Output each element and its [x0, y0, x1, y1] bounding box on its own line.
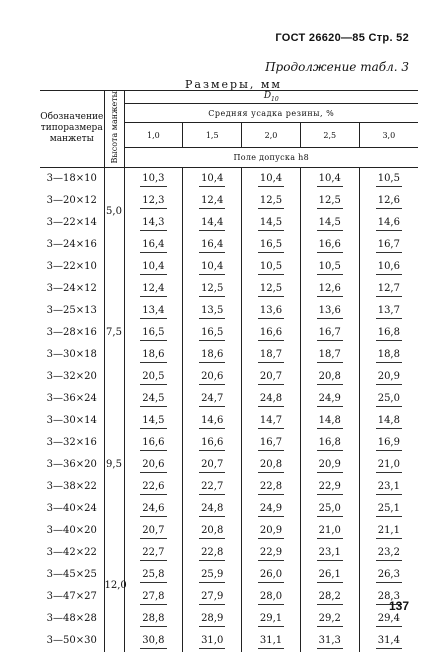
d10-value: 20,7: [140, 523, 166, 539]
col-header-d10: $D_{10}$: [124, 91, 418, 104]
d10-value: 29,1: [258, 611, 284, 627]
d10-value: 13,6: [317, 303, 343, 319]
d10-cell: [183, 278, 242, 300]
d10-value: 16,7: [376, 237, 402, 253]
d10-value: 14,3: [140, 215, 166, 231]
table-row: [40, 410, 418, 432]
d10-value: 22,6: [140, 479, 166, 495]
d10-cell: [183, 608, 242, 630]
d10-cell: [242, 454, 301, 476]
cuff-designation: 3—47×27: [46, 591, 97, 602]
d10-cell: [300, 366, 359, 388]
d10-cell: [242, 190, 301, 212]
d10-cell: [359, 344, 418, 366]
d10-cell: [124, 212, 183, 234]
d10-cell: [183, 234, 242, 256]
table-row: [40, 432, 418, 454]
d10-cell: [359, 498, 418, 520]
d10-value: 12,5: [258, 281, 284, 297]
d10-value: 14,5: [258, 215, 284, 231]
shrinkage-value-header: 3,0: [359, 123, 418, 148]
col-header-height: Высота манжеты: [104, 91, 124, 168]
d10-cell: [183, 190, 242, 212]
d10-value: 10,4: [317, 171, 343, 187]
d10-cell: [124, 520, 183, 542]
cuff-designation: 3—36×20: [46, 459, 97, 470]
d10-value: 24,5: [140, 391, 166, 407]
page-reference: ГОСТ 26620—85 Стр. 52: [275, 32, 409, 44]
d10-value: 16,6: [140, 435, 166, 451]
d10-cell: [183, 388, 242, 410]
cuff-designation: 3—50×30: [46, 635, 97, 646]
d10-cell: [183, 564, 242, 586]
shrinkage-value-header: 1,0: [124, 123, 183, 148]
d10-value: 16,6: [317, 237, 343, 253]
d10-cell: [124, 322, 183, 344]
d10-cell: [300, 212, 359, 234]
cuff-designation: 3—30×18: [46, 349, 97, 360]
d10-cell: [124, 432, 183, 454]
d10-value: 28,2: [317, 589, 343, 605]
d10-value: 20,5: [140, 369, 166, 385]
page-number: 137: [388, 599, 409, 613]
d10-value: 12,6: [376, 193, 402, 209]
d10-value: 14,8: [376, 413, 402, 429]
table-row: [40, 608, 418, 630]
table-row: [40, 542, 418, 564]
d10-cell: [359, 454, 418, 476]
d10-value: 22,7: [140, 545, 166, 561]
d10-value: 10,6: [376, 259, 402, 275]
d10-value: 21,0: [317, 523, 343, 539]
d10-cell: [300, 542, 359, 564]
cuff-designation: 3—30×14: [46, 415, 97, 426]
d10-cell: [300, 476, 359, 498]
d10-cell: [359, 167, 418, 190]
cuff-designation: 3—18×10: [46, 173, 97, 184]
table-row: [40, 212, 418, 234]
d10-value: 16,7: [258, 435, 284, 451]
d10-cell: [242, 234, 301, 256]
d10-cell: [183, 520, 242, 542]
d10-cell: [300, 586, 359, 608]
d10-cell: [183, 454, 242, 476]
d10-value: 16,4: [199, 237, 225, 253]
d10-cell: [300, 300, 359, 322]
d10-value: 12,5: [199, 281, 225, 297]
d10-value: 27,9: [199, 589, 225, 605]
d10-value: 10,4: [140, 259, 166, 275]
d10-value: 14,8: [317, 413, 343, 429]
d10-value: 25,9: [199, 567, 225, 583]
d10-value: 22,8: [199, 545, 225, 561]
d10-value: 16,7: [317, 325, 343, 341]
col-header-tolerance-field: Поле допуска h8: [124, 148, 418, 167]
d10-cell: [124, 167, 183, 190]
d10-value: 13,7: [376, 303, 402, 319]
cuff-designation: 3—45×25: [46, 569, 97, 580]
d10-value: 24,9: [258, 501, 284, 517]
d10-value: 27,8: [140, 589, 166, 605]
d10-value: 12,5: [258, 193, 284, 209]
d10-value: 16,8: [317, 435, 343, 451]
d10-value: 25,0: [376, 391, 402, 407]
d10-cell: [242, 498, 301, 520]
table-row: [40, 322, 418, 344]
d10-value: 22,9: [317, 479, 343, 495]
d10-value: 31,4: [376, 633, 402, 649]
d10-value: 28,3: [376, 589, 402, 605]
d10-value: 31,0: [199, 633, 225, 649]
d10-value: 10,3: [140, 171, 166, 187]
table-continuation-label: Продолжение табл. 3: [265, 60, 409, 74]
d10-cell: [183, 256, 242, 278]
d10-cell: [359, 256, 418, 278]
d10-cell: [124, 498, 183, 520]
cuff-designation: 3—25×13: [46, 305, 97, 316]
d10-value: 10,4: [199, 171, 225, 187]
d10-cell: [359, 410, 418, 432]
d10-cell: [300, 388, 359, 410]
cuff-designation: 3—38×22: [46, 481, 97, 492]
d10-value: 29,4: [376, 611, 402, 627]
d10-cell: [124, 388, 183, 410]
table-row: [40, 234, 418, 256]
d10-cell: [124, 454, 183, 476]
d10-value: 22,9: [258, 545, 284, 561]
d10-value: 18,7: [317, 347, 343, 363]
d10-cell: [359, 476, 418, 498]
table-row: [40, 344, 418, 366]
d10-cell: [183, 498, 242, 520]
d10-value: 14,4: [199, 215, 225, 231]
d10-cell: [300, 190, 359, 212]
d10-value: 12,7: [376, 281, 402, 297]
d10-cell: [242, 167, 301, 190]
cuff-designation: 3—24×12: [46, 283, 97, 294]
d10-value: 16,6: [258, 325, 284, 341]
cuff-height: 9,5: [104, 410, 124, 520]
d10-cell: [359, 520, 418, 542]
d10-value: 14,7: [258, 413, 284, 429]
d10-value: 18,8: [376, 347, 402, 363]
cuff-designation: 3—32×20: [46, 371, 97, 382]
cuff-designation: 3—40×24: [46, 503, 97, 514]
table-row: [40, 388, 418, 410]
d10-value: 28,9: [199, 611, 225, 627]
d10-value: 24,8: [199, 501, 225, 517]
table-row: [40, 498, 418, 520]
dimensions-label: Размеры, мм: [185, 78, 282, 91]
cuff-height: 7,5: [104, 256, 124, 410]
cuff-designation: 3—22×14: [46, 217, 97, 228]
d10-value: 14,5: [317, 215, 343, 231]
d10-cell: [242, 366, 301, 388]
d10-cell: [183, 322, 242, 344]
table-row: [40, 190, 418, 212]
d10-cell: [183, 542, 242, 564]
d10-value: 25,8: [140, 567, 166, 583]
d10-cell: [242, 388, 301, 410]
cuff-designation: 3—22×10: [46, 261, 97, 272]
d10-cell: [183, 344, 242, 366]
d10-value: 24,8: [258, 391, 284, 407]
d10-value: 13,5: [199, 303, 225, 319]
d10-value: 25,1: [376, 501, 402, 517]
d10-cell: [124, 256, 183, 278]
d10-cell: [300, 608, 359, 630]
d10-cell: [300, 256, 359, 278]
d10-cell: [124, 344, 183, 366]
d10-cell: [300, 432, 359, 454]
d10-cell: [300, 167, 359, 190]
d10-cell: [242, 608, 301, 630]
d10-value: 12,4: [199, 193, 225, 209]
col-header-designation: Обозначение типоразмера манжеты: [40, 91, 104, 168]
d10-value: 20,6: [140, 457, 166, 473]
cuff-height: 5,0: [104, 167, 124, 256]
d10-value: 22,8: [258, 479, 284, 495]
table-row: [40, 454, 418, 476]
table-row: [40, 300, 418, 322]
d10-cell: [183, 476, 242, 498]
d10-cell: [124, 234, 183, 256]
d10-value: 23,2: [376, 545, 402, 561]
d10-cell: [242, 586, 301, 608]
table-row: [40, 278, 418, 300]
d10-value: 28,8: [140, 611, 166, 627]
d10-value: 26,3: [376, 567, 402, 583]
d10-cell: [242, 476, 301, 498]
d10-cell: [359, 388, 418, 410]
d10-value: 12,6: [317, 281, 343, 297]
d10-value: 23,1: [376, 479, 402, 495]
cuff-designation: 3—24×16: [46, 239, 97, 250]
shrinkage-value-header: 1,5: [183, 123, 242, 148]
d10-cell: [242, 564, 301, 586]
d10-cell: [183, 366, 242, 388]
d10-cell: [124, 586, 183, 608]
d10-value: 18,6: [199, 347, 225, 363]
d10-cell: [124, 300, 183, 322]
col-header-shrinkage: Средняя усадка резины, %: [124, 104, 418, 123]
d10-value: 18,7: [258, 347, 284, 363]
d10-value: 24,7: [199, 391, 225, 407]
d10-cell: [124, 564, 183, 586]
d10-value: 16,8: [376, 325, 402, 341]
d10-cell: [242, 344, 301, 366]
d10-cell: [183, 167, 242, 190]
shrinkage-value-header: 2,5: [300, 123, 359, 148]
d10-value: 25,0: [317, 501, 343, 517]
d10-value: 13,6: [258, 303, 284, 319]
dimensions-table: [40, 90, 418, 652]
d10-cell: [300, 498, 359, 520]
d10-value: 26,0: [258, 567, 284, 583]
d10-cell: [124, 542, 183, 564]
d10-value: 12,3: [140, 193, 166, 209]
d10-value: 10,4: [258, 171, 284, 187]
d10-cell: [300, 278, 359, 300]
d10-cell: [359, 564, 418, 586]
cuff-designation: 3—28×16: [46, 327, 97, 338]
d10-cell: [359, 190, 418, 212]
d10-value: 20,8: [317, 369, 343, 385]
d10-cell: [242, 256, 301, 278]
d10-value: 22,7: [199, 479, 225, 495]
d10-cell: [300, 234, 359, 256]
cuff-designation: 3—48×28: [46, 613, 97, 624]
table-row: [40, 256, 418, 278]
d10-value: 10,5: [317, 259, 343, 275]
d10-cell: [359, 542, 418, 564]
d10-value: 20,9: [317, 457, 343, 473]
table-row: [40, 366, 418, 388]
cuff-height: 12,0: [104, 520, 124, 652]
d10-value: 20,8: [258, 457, 284, 473]
d10-value: 24,9: [317, 391, 343, 407]
d10-cell: [183, 432, 242, 454]
d10-value: 28,0: [258, 589, 284, 605]
cuff-designation: 3—32×16: [46, 437, 97, 448]
cuff-designation: 3—36×24: [46, 393, 97, 404]
d10-cell: [300, 322, 359, 344]
d10-cell: [300, 454, 359, 476]
d10-cell: [242, 322, 301, 344]
d10-value: 31,3: [317, 633, 343, 649]
d10-value: 14,5: [140, 413, 166, 429]
cuff-designation: 3—40×20: [46, 525, 97, 536]
d10-cell: [124, 190, 183, 212]
d10-cell: [124, 410, 183, 432]
d10-value: 10,5: [376, 171, 402, 187]
table-row: [40, 564, 418, 586]
d10-cell: [124, 278, 183, 300]
d10-value: 21,1: [376, 523, 402, 539]
shrinkage-value-header: 2,0: [242, 123, 301, 148]
d10-value: 14,6: [376, 215, 402, 231]
d10-value: 16,5: [199, 325, 225, 341]
table-row: [40, 520, 418, 542]
d10-cell: [124, 366, 183, 388]
d10-cell: [242, 410, 301, 432]
d10-cell: [300, 520, 359, 542]
d10-value: 16,9: [376, 435, 402, 451]
d10-cell: [242, 300, 301, 322]
d10-value: 20,7: [258, 369, 284, 385]
d10-cell: [300, 410, 359, 432]
d10-value: 16,6: [199, 435, 225, 451]
d10-cell: [242, 542, 301, 564]
d10-value: 21,0: [376, 457, 402, 473]
table-row: [40, 476, 418, 498]
d10-value: 31,1: [258, 633, 284, 649]
d10-value: 12,5: [317, 193, 343, 209]
d10-cell: [359, 366, 418, 388]
d10-cell: [359, 300, 418, 322]
d10-value: 20,9: [258, 523, 284, 539]
d10-cell: [183, 212, 242, 234]
d10-value: 24,6: [140, 501, 166, 517]
d10-value: 18,6: [140, 347, 166, 363]
d10-cell: [359, 234, 418, 256]
cuff-designation: 3—42×22: [46, 547, 97, 558]
d10-value: 20,7: [199, 457, 225, 473]
d10-value: 20,9: [376, 369, 402, 385]
d10-cell: [359, 432, 418, 454]
d10-cell: [359, 322, 418, 344]
d10-cell: [300, 344, 359, 366]
d10-cell: [359, 278, 418, 300]
d10-value: 16,5: [258, 237, 284, 253]
table-row: [40, 586, 418, 608]
d10-cell: [124, 608, 183, 630]
d10-cell: [242, 278, 301, 300]
d10-value: 26,1: [317, 567, 343, 583]
d10-value: 23,1: [317, 545, 343, 561]
d10-value: 14,6: [199, 413, 225, 429]
d10-cell: [242, 520, 301, 542]
d10-value: 30,8: [140, 633, 166, 649]
d10-value: 12,4: [140, 281, 166, 297]
d10-cell: [183, 410, 242, 432]
d10-cell: [359, 212, 418, 234]
d10-value: 20,6: [199, 369, 225, 385]
d10-value: 10,4: [199, 259, 225, 275]
cuff-designation: 3—20×12: [46, 195, 97, 206]
d10-value: 16,4: [140, 237, 166, 253]
d10-value: 20,8: [199, 523, 225, 539]
d10-value: 13,4: [140, 303, 166, 319]
d10-cell: [242, 432, 301, 454]
d10-value: 10,5: [258, 259, 284, 275]
d10-cell: [242, 212, 301, 234]
d10-cell: [124, 476, 183, 498]
d10-value: 29,2: [317, 611, 343, 627]
d10-cell: [300, 564, 359, 586]
table-row: [40, 167, 418, 190]
d10-cell: [183, 300, 242, 322]
d10-value: 16,5: [140, 325, 166, 341]
d10-cell: [183, 586, 242, 608]
